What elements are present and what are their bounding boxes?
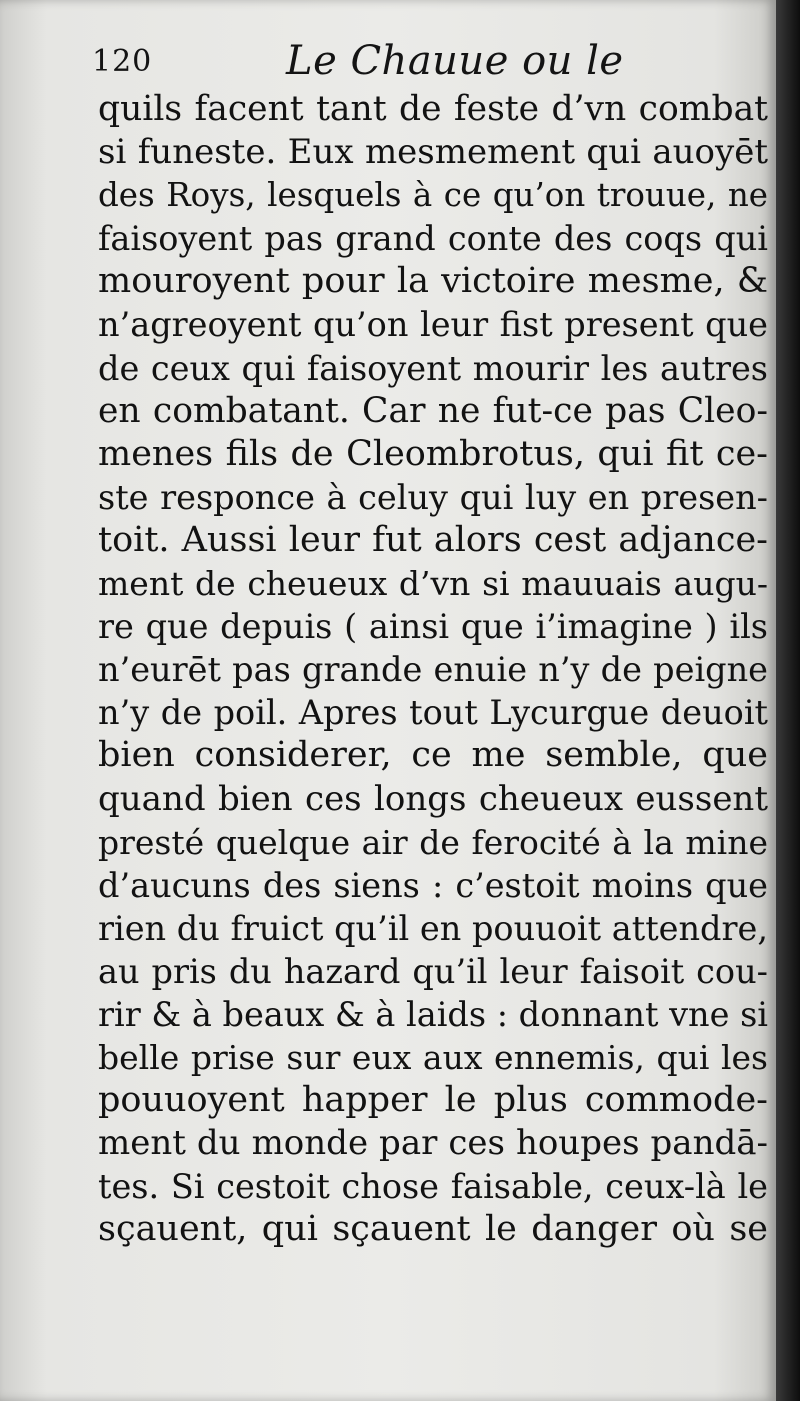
- text-line: quils facent tant de feste d’vn combat: [98, 89, 768, 129]
- text-line: re que depuis ( ainsi que i’imagine ) ils: [98, 607, 768, 647]
- text-line: d’aucuns des siens : c’estoit moins que: [98, 865, 768, 905]
- body-text: [98, 88, 768, 1252]
- text-line: en combatant. Car ne fut-ce pas Cleo-: [98, 390, 768, 431]
- text-line: n’y de poil. Apres tout Lycurgue deuoit: [98, 693, 768, 733]
- text-line: rir & à beaux & à laids : donnant vne si: [98, 994, 768, 1034]
- text-line: toit. Aussi leur fut alors cest adjance-: [98, 519, 768, 560]
- text-line: n’eurēt pas grande enuie n’y de peigne: [98, 650, 768, 690]
- text-line: au pris du hazard qu’il leur faisoit cou-: [98, 951, 768, 991]
- text-line: n’agreoyent qu’on leur fist present que: [98, 305, 768, 345]
- text-line: rien du fruict qu’il en pouuoit attendre,: [98, 908, 768, 948]
- text-line: mouroyent pour la victoire mesme, &: [98, 261, 768, 302]
- text-line: tes. Si cestoit chose faisable, ceux-là le: [98, 1167, 768, 1207]
- text-line: des Roys, lesquels à ce qu’on trouue, ne: [98, 176, 768, 215]
- text-line: ste responce à celuy qui luy en presen-: [98, 477, 768, 517]
- page-number: 120: [92, 44, 153, 79]
- text-line: belle prise sur eux aux ennemis, qui les: [98, 1038, 768, 1078]
- page-edge-shadow: [776, 0, 800, 1401]
- text-line: menes fils de Cleombrotus, qui fit ce-: [98, 433, 768, 474]
- page-header: [92, 34, 752, 94]
- text-line: si funeste. Eux mesmement qui auoyēt: [98, 132, 768, 173]
- text-line: bien considerer, ce me semble, que: [98, 735, 768, 776]
- text-line: pouuoyent happer le plus commode-: [98, 1080, 768, 1121]
- text-line: faisoyent pas grand conte des coqs qui: [98, 219, 768, 259]
- text-line: ment du monde par ces houpes pandā-: [98, 1123, 768, 1164]
- text-line: ment de cheueux d’vn si mauuais augu-: [98, 564, 768, 604]
- text-line: quand bien ces longs cheueux eussent: [98, 778, 768, 819]
- text-line: sçauent, qui sçauent le danger où se: [98, 1209, 768, 1250]
- text-line: presté quelque air de ferocité à la mine: [98, 822, 768, 862]
- running-title: Le Chauue ou le: [286, 38, 624, 84]
- text-line: de ceux qui faisoyent mourir les autres: [98, 348, 768, 388]
